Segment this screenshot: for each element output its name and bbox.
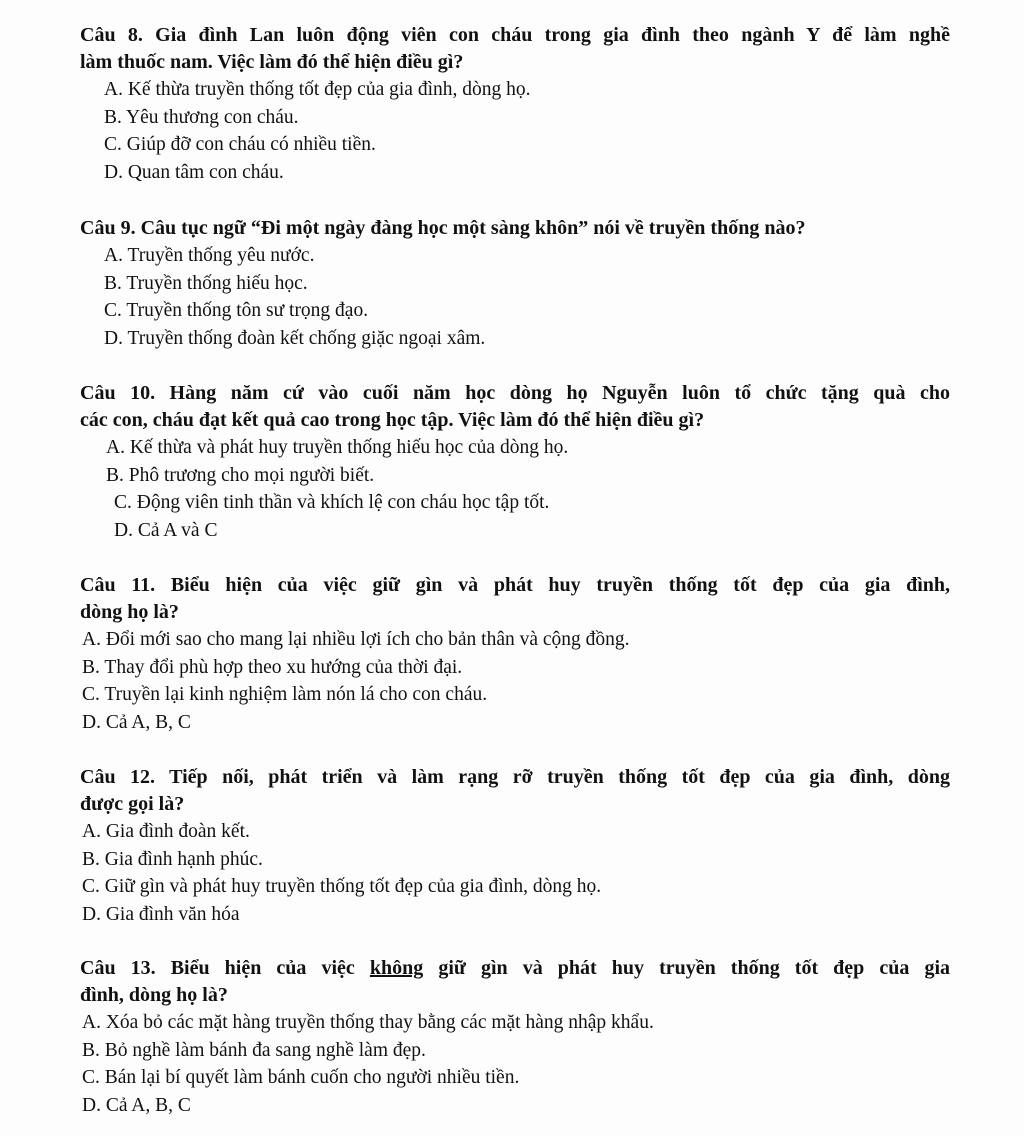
question-9-option-b: B. Truyền thống hiếu học.	[104, 272, 308, 294]
question-10-stem-line-1: Câu 10. Hàng năm cứ vào cuối năm học dòng họ Nguyễn luôn tổ chức tặng quà cho	[80, 382, 950, 404]
question-11-stem-line-1: Câu 11. Biểu hiện của việc giữ gìn và phát huy truyền thống tốt đẹp của gia đình,	[80, 574, 950, 596]
question-11-option-c: C. Truyền lại kinh nghiệm làm nón lá cho con cháu.	[82, 684, 488, 705]
question-13-option-a: A. Xóa bỏ các mặt hàng truyền thống thay bằng các mặt hàng nhập khẩu.	[82, 1012, 654, 1033]
question-10-option-a: A. Kế thừa và phát huy truyền thống hiếu học của dòng họ.	[106, 437, 569, 458]
question-8-option-d: D. Quan tâm con cháu.	[104, 161, 284, 183]
question-13	[80, 955, 950, 1119]
question-13-option-c: C. Bán lại bí quyết làm bánh cuốn cho người nhiều tiền.	[82, 1067, 520, 1088]
question-10-option-b: B. Phô trương cho mọi người biết.	[106, 464, 375, 486]
question-8-option-c: C. Giúp đỡ con cháu có nhiều tiền.	[104, 134, 376, 155]
question-8	[80, 22, 950, 186]
question-13-option-d: D. Cả A, B, C	[82, 1094, 191, 1116]
question-11	[80, 572, 950, 736]
question-9-option-a: A. Truyền thống yêu nước.	[104, 245, 315, 266]
question-12	[80, 764, 950, 928]
question-8-option-a: A. Kế thừa truyền thống tốt đẹp của gia đình, dòng họ.	[104, 79, 531, 100]
question-11-option-d: D. Cả A, B, C	[82, 711, 191, 733]
question-13-stem-line-2: đình, dòng họ là?	[80, 984, 228, 1006]
question-12-stem-line-1: Câu 12. Tiếp nối, phát triển và làm rạng rỡ truyền thống tốt đẹp của gia đình, dòng	[80, 766, 950, 788]
question-9-option-c: C. Truyền thống tôn sư trọng đạo.	[104, 300, 369, 321]
question-8-stem-line-2: làm thuốc nam. Việc làm đó thể hiện điều gì?	[80, 51, 464, 73]
question-13-stem-pre: Câu 13. Biểu hiện của việc	[80, 957, 370, 979]
question-10	[80, 380, 950, 544]
question-10-stem-line-2: các con, cháu đạt kết quả cao trong học tập. Việc làm đó thể hiện điều gì?	[80, 409, 705, 431]
question-10-option-c: C. Động viên tinh thần và khích lệ con cháu học tập tốt.	[114, 492, 550, 513]
question-11-stem-line-2: dòng họ là?	[80, 601, 179, 623]
question-11-option-a: A. Đổi mới sao cho mang lại nhiều lợi ích cho bản thân và cộng đồng.	[82, 629, 630, 650]
question-9-option-d: D. Truyền thống đoàn kết chống giặc ngoại xâm.	[104, 327, 486, 349]
question-12-option-b: B. Gia đình hạnh phúc.	[82, 848, 263, 870]
question-13-stem-line-1	[80, 955, 950, 982]
question-9	[80, 215, 950, 352]
question-13-stem-underlined: không	[369, 957, 424, 979]
question-12-option-d: D. Gia đình văn hóa	[82, 903, 240, 925]
question-8-stem-line-1: Câu 8. Gia đình Lan luôn động viên con cháu trong gia đình theo ngành Y để làm nghề	[80, 24, 950, 46]
question-13-stem-post: giữ gìn và phát huy truyền thống tốt đẹp của gia	[423, 957, 951, 979]
question-12-option-c: C. Giữ gìn và phát huy truyền thống tốt đẹp của gia đình, dòng họ.	[82, 876, 602, 897]
question-11-option-b: B. Thay đổi phù hợp theo xu hướng của thời đại.	[82, 656, 463, 678]
question-9-stem: Câu 9. Câu tục ngữ “Đi một ngày đàng học một sàng khôn” nói về truyền thống nào?	[80, 217, 806, 239]
question-12-option-a: A. Gia đình đoàn kết.	[82, 821, 250, 842]
question-10-option-d: D. Cả A và C	[114, 519, 218, 541]
question-8-option-b: B. Yêu thương con cháu.	[104, 106, 299, 128]
question-13-option-b: B. Bỏ nghề làm bánh đa sang nghề làm đẹp.	[82, 1039, 426, 1061]
question-12-stem-line-2: được gọi là?	[80, 793, 185, 815]
